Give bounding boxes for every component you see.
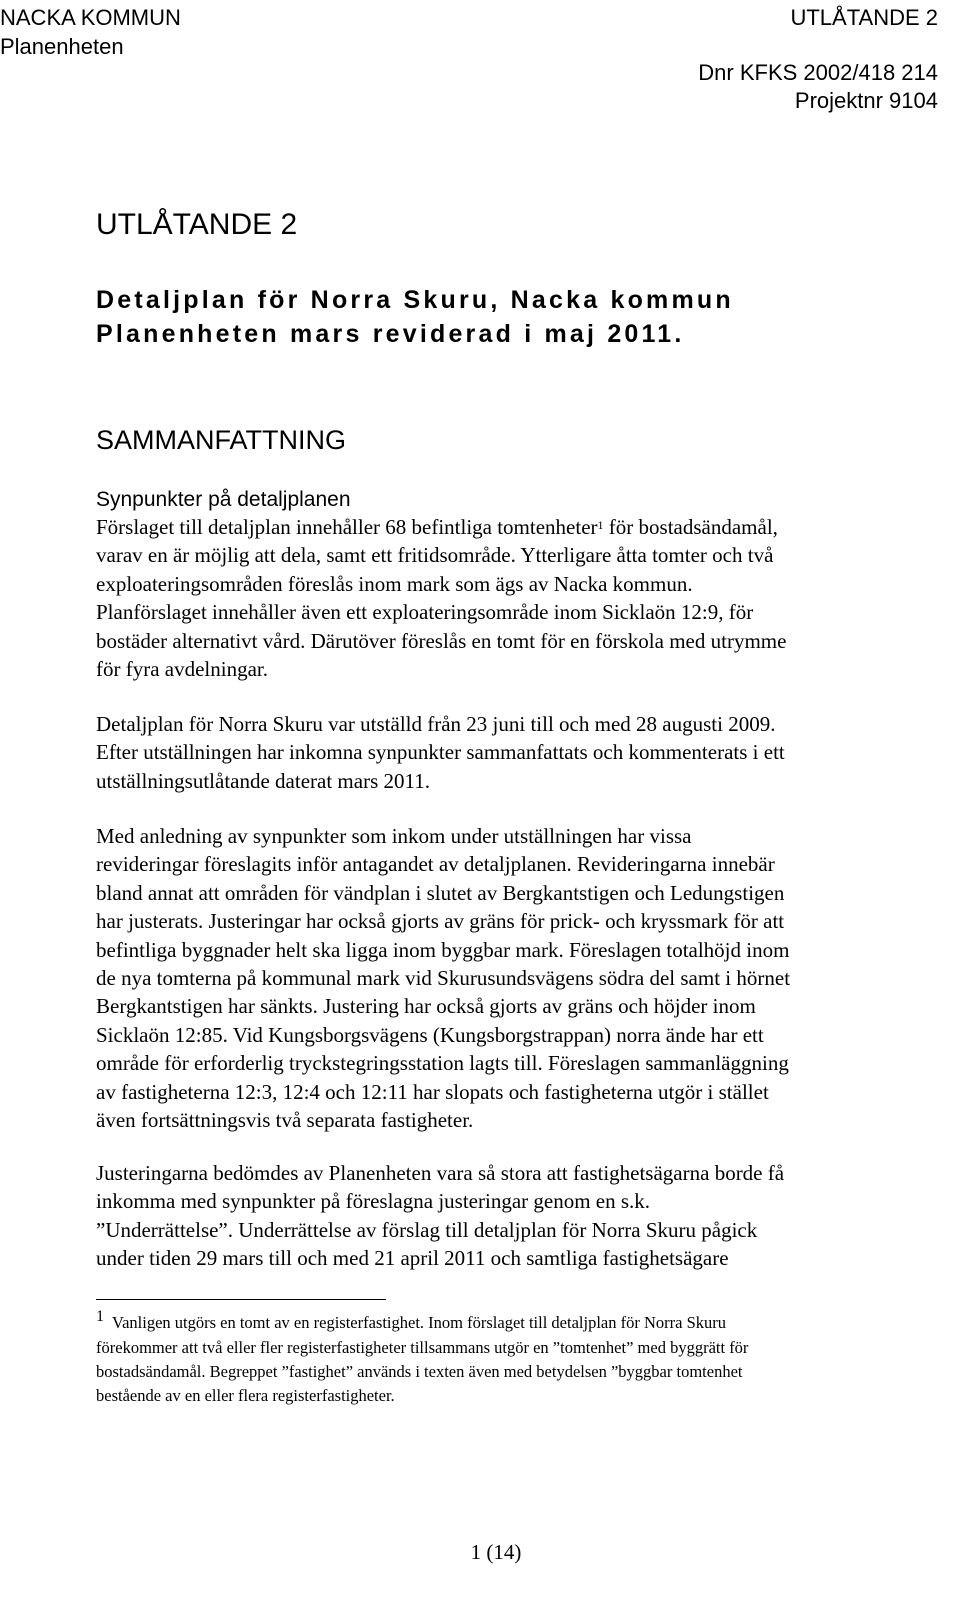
paragraph-3: [96, 822, 936, 1134]
paragraph-2: [96, 710, 936, 795]
paragraph-line: under tiden 29 mars till och med 21 april 2011 och samtliga fastighetsägare: [96, 1246, 729, 1271]
paragraph-line: inkomma med synpunkter på föreslagna justeringar genom en s.k.: [96, 1189, 651, 1214]
footnote-line: bestående av en eller flera registerfastigheter.: [96, 1386, 395, 1405]
paragraph-line: Detaljplan för Norra Skuru var utställd från 23 juni till och med 28 augusti 2009.: [96, 712, 776, 736]
paragraph-line: av fastigheterna 12:3, 12:4 och 12:11 har slopats och fastigheterna utgör i stället: [96, 1079, 769, 1104]
paragraph-line: befintliga byggnader helt ska ligga inom byggbar mark. Föreslagen totalhöjd inom: [96, 937, 790, 962]
text-run: Vanligen utgörs en tomt av en registerfastighet. Inom förslaget till detaljplan för Norra Skuru: [112, 1313, 727, 1332]
paragraph-line: utställningsutlåtande daterat mars 2011.: [96, 768, 430, 793]
paragraph-line: för fyra avdelningar.: [96, 657, 269, 682]
paragraph-line: har justerats. Justeringar har också gjorts av gräns för prick- och kryssmark för att: [96, 909, 785, 934]
registration-number: Dnr KFKS 2002/418 214: [698, 60, 938, 85]
paragraph-line: Med anledning av synpunkter som inkom under utställningen har vissa: [96, 824, 692, 848]
paragraph-line: Planförslaget innehåller även ett exploateringsområde inom Sicklaön 12:9, för: [96, 600, 754, 625]
paragraph-line: [96, 513, 936, 541]
paragraph-line: bostäder alternativt vård. Därutöver föreslås en tomt för en förskola med utrymme: [96, 628, 787, 653]
paragraph-line: ”Underrättelse”. Underrättelse av förslag till detaljplan för Norra Skuru pågick: [96, 1217, 758, 1242]
text-run: för bostadsändamål,: [603, 515, 778, 539]
paragraph-line: bland annat att områden för vändplan i slutet av Bergkantstigen och Ledungstigen: [96, 880, 785, 905]
paragraph-line: område för erforderlig tryckstegringsstation lagts till. Föreslagen sammanläggning: [96, 1051, 789, 1076]
document-title: UTLÅTANDE 2: [96, 208, 298, 241]
paragraph-line: Justeringarna bedömdes av Planenheten vara så stora att fastighetsägarna borde få: [96, 1161, 785, 1185]
footnote-line: [96, 1308, 748, 1336]
text-run: Förslaget till detaljplan innehåller 68 befintliga tomtenheter: [96, 515, 598, 539]
footnote-number: 1: [96, 1308, 104, 1325]
paragraph-line: revideringar föreslagits inför antagandet av detaljplanen. Revideringarna innebär: [96, 852, 775, 877]
subtitle-line-1: Detaljplan för Norra Skuru, Nacka kommun: [96, 286, 734, 314]
organization-name: NACKA KOMMUN: [0, 5, 181, 30]
footnote-line: förekommer att två eller fler registerfastigheter tillsammans utgör en ”tomtenhet” med byggrätt för: [96, 1338, 749, 1357]
page-number: 1 (14): [470, 1540, 522, 1564]
paragraph-line: Bergkantstigen har sänkts. Justering har också gjorts av gräns och höjder inom: [96, 994, 756, 1019]
paragraph-1: [96, 513, 936, 683]
paragraph-line: exploateringsområden föreslås inom mark som ägs av Nacka kommun.: [96, 571, 693, 596]
document-label: UTLÅTANDE 2: [790, 5, 938, 30]
paragraph-line: även fortsättningsvis två separata fastigheter.: [96, 1108, 474, 1133]
paragraph-line: varav en är möjlig att dela, samt ett fritidsområde. Ytterligare åtta tomter och två: [96, 543, 774, 568]
department-name: Planenheten: [0, 34, 124, 59]
paragraph-4: [96, 1159, 936, 1273]
footnote: [96, 1308, 749, 1408]
subtitle-line-2: Planenheten mars reviderad i maj 2011.: [96, 320, 685, 348]
footnote-line: bostadsändamål. Begreppet ”fastighet” används i texten även med betydelsen ”byggbar tomtenhet: [96, 1362, 743, 1381]
section-heading: SAMMANFATTNING: [96, 425, 347, 455]
footnote-reference: 1: [597, 518, 604, 532]
paragraph-line: Efter utställningen har inkomna synpunkter sammanfattats och kommenterats i ett: [96, 740, 785, 765]
paragraph-line: Sicklaön 12:85. Vid Kungsborgsvägens (Kungsborgstrappan) norra ände har ett: [96, 1022, 764, 1047]
project-number: Projektnr 9104: [794, 88, 938, 113]
subsection-heading: Synpunkter på detaljplanen: [96, 488, 351, 511]
paragraph-line: de nya tomterna på kommunal mark vid Skurusundsvägens södra del samt i hörnet: [96, 966, 791, 991]
footnote-separator: [96, 1299, 386, 1300]
